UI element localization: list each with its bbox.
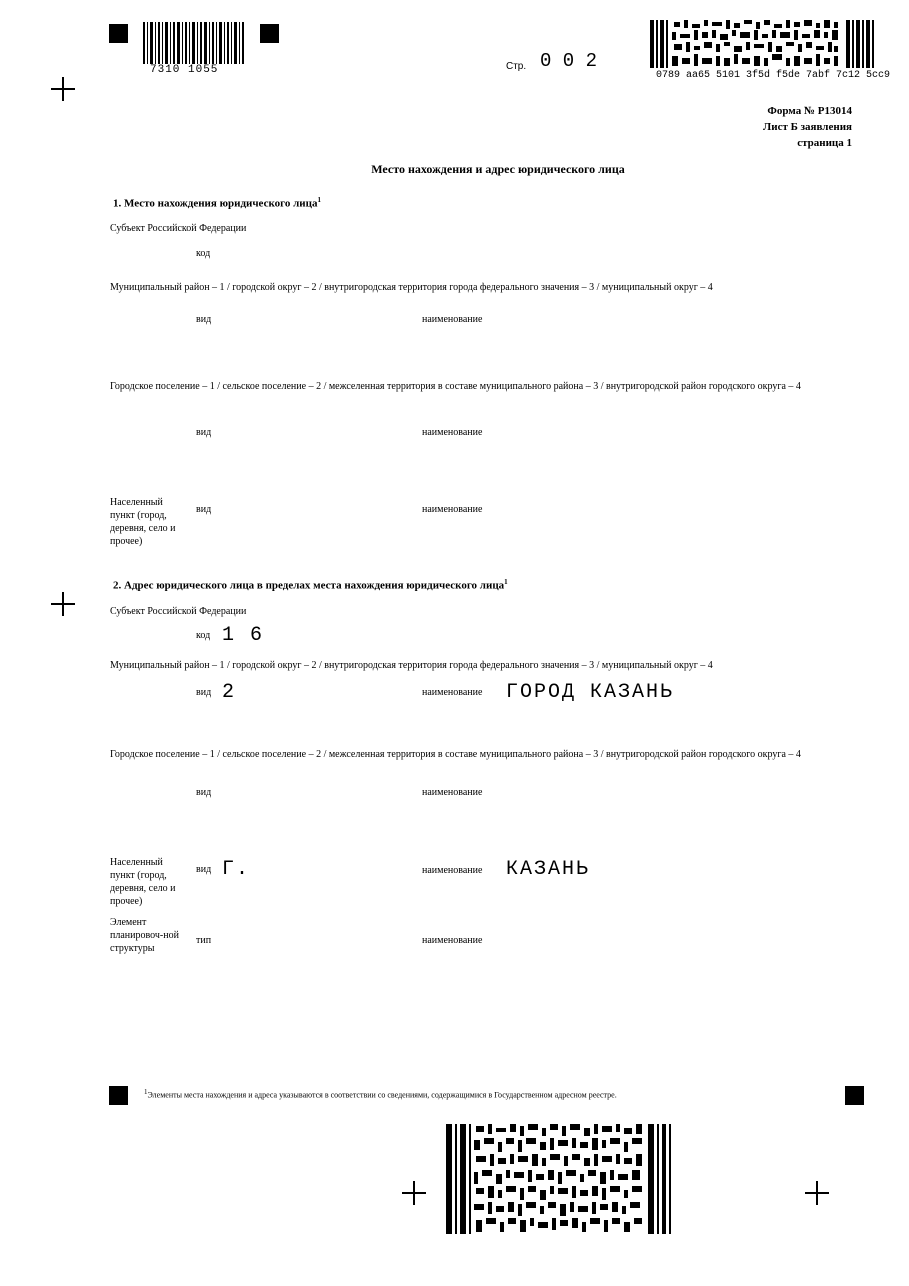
name-label: наименование xyxy=(422,687,483,698)
barcode-number: 7310 1055 xyxy=(150,64,219,76)
municipal-label: Муниципальный район – 1 / городской округ – 2 / внутригородская территория города федерального значения – 3 / муниципальный округ – 4 xyxy=(110,660,713,671)
name-label: наименование xyxy=(422,865,483,876)
registration-mark xyxy=(109,1086,128,1105)
locality-label: Населенный пункт (город, деревня, село и прочее) xyxy=(110,497,176,547)
planning-element-label: Элемент планировоч-ной структуры xyxy=(110,917,179,954)
crosshair-mark xyxy=(51,77,75,101)
page-number: 0 0 2 xyxy=(540,50,598,72)
section1-heading: 1. Место нахождения юридического лица$^1$ xyxy=(113,196,321,210)
name-label: наименование xyxy=(422,504,483,515)
vid-label: вид xyxy=(196,427,212,438)
name-label: наименование xyxy=(422,935,483,946)
registration-mark xyxy=(109,24,128,43)
crosshair-mark xyxy=(51,592,75,616)
page-label: Стр. xyxy=(506,61,527,72)
name-label: наименование xyxy=(422,427,483,438)
footnote: $^1$Элементы места нахождения и адреса указываются в соответствии со сведениями, содержащимися в Государственном адресном реестре. xyxy=(144,1088,617,1100)
name-label: наименование xyxy=(422,787,483,798)
municipal-label: Муниципальный район – 1 / городской округ – 2 / внутригородская территория города федерального значения – 3 / муниципальный округ – 4 xyxy=(110,282,713,293)
subject-label: Субъект Российской Федерации xyxy=(110,606,247,617)
registration-mark xyxy=(845,1086,864,1105)
vid-value: 2 xyxy=(222,681,237,704)
crosshair-mark xyxy=(402,1181,426,1205)
footnote-ref: 1 xyxy=(504,578,508,586)
vid-label: вид xyxy=(196,314,212,325)
code-label: код xyxy=(196,248,211,259)
section2-heading: 2. Адрес юридического лица в пределах места нахождения юридического лица$^1$ xyxy=(113,578,508,592)
vid-value: Г. xyxy=(222,858,251,881)
page-title: Место нахождения и адрес юридического лица xyxy=(371,162,625,176)
form-page: страница 1 xyxy=(797,137,852,149)
barcode-2d xyxy=(650,20,876,68)
locality-label: Населенный пункт (город, деревня, село и прочее) xyxy=(110,857,176,907)
barcode-hash: 0789 aa65 5101 3f5d f5de 7abf 7c12 5cc9 xyxy=(656,70,891,81)
settlement-label: Городское поселение – 1 / сельское поселение – 2 / межселенная территория в составе муниципального района – 3 / внутригородской район городского округа – 4 xyxy=(110,381,801,392)
crosshair-mark xyxy=(805,1181,829,1205)
vid-label: вид xyxy=(196,864,212,875)
type-label: тип xyxy=(196,935,212,946)
code-label: код xyxy=(196,630,211,641)
name-value: ГОРОД КАЗАНЬ xyxy=(506,681,675,704)
footnote-mark: 1 xyxy=(144,1088,148,1096)
vid-label: вид xyxy=(196,504,212,515)
vid-label: вид xyxy=(196,787,212,798)
code-value: 1 6 xyxy=(222,624,265,647)
subject-label: Субъект Российской Федерации xyxy=(110,223,247,234)
barcode-linear xyxy=(143,22,247,64)
footnote-ref: 1 xyxy=(317,196,321,204)
name-label: наименование xyxy=(422,314,483,325)
vid-label: вид xyxy=(196,687,212,698)
registration-mark xyxy=(260,24,279,43)
form-sheet: Лист Б заявления xyxy=(763,121,852,133)
form-number: Форма № Р13014 xyxy=(767,105,852,117)
name-value: КАЗАНЬ xyxy=(506,858,591,881)
settlement-label: Городское поселение – 1 / сельское поселение – 2 / межселенная территория в составе муниципального района – 3 / внутригородской район городского округа – 4 xyxy=(110,749,801,760)
barcode-2d-bottom xyxy=(446,1124,674,1234)
